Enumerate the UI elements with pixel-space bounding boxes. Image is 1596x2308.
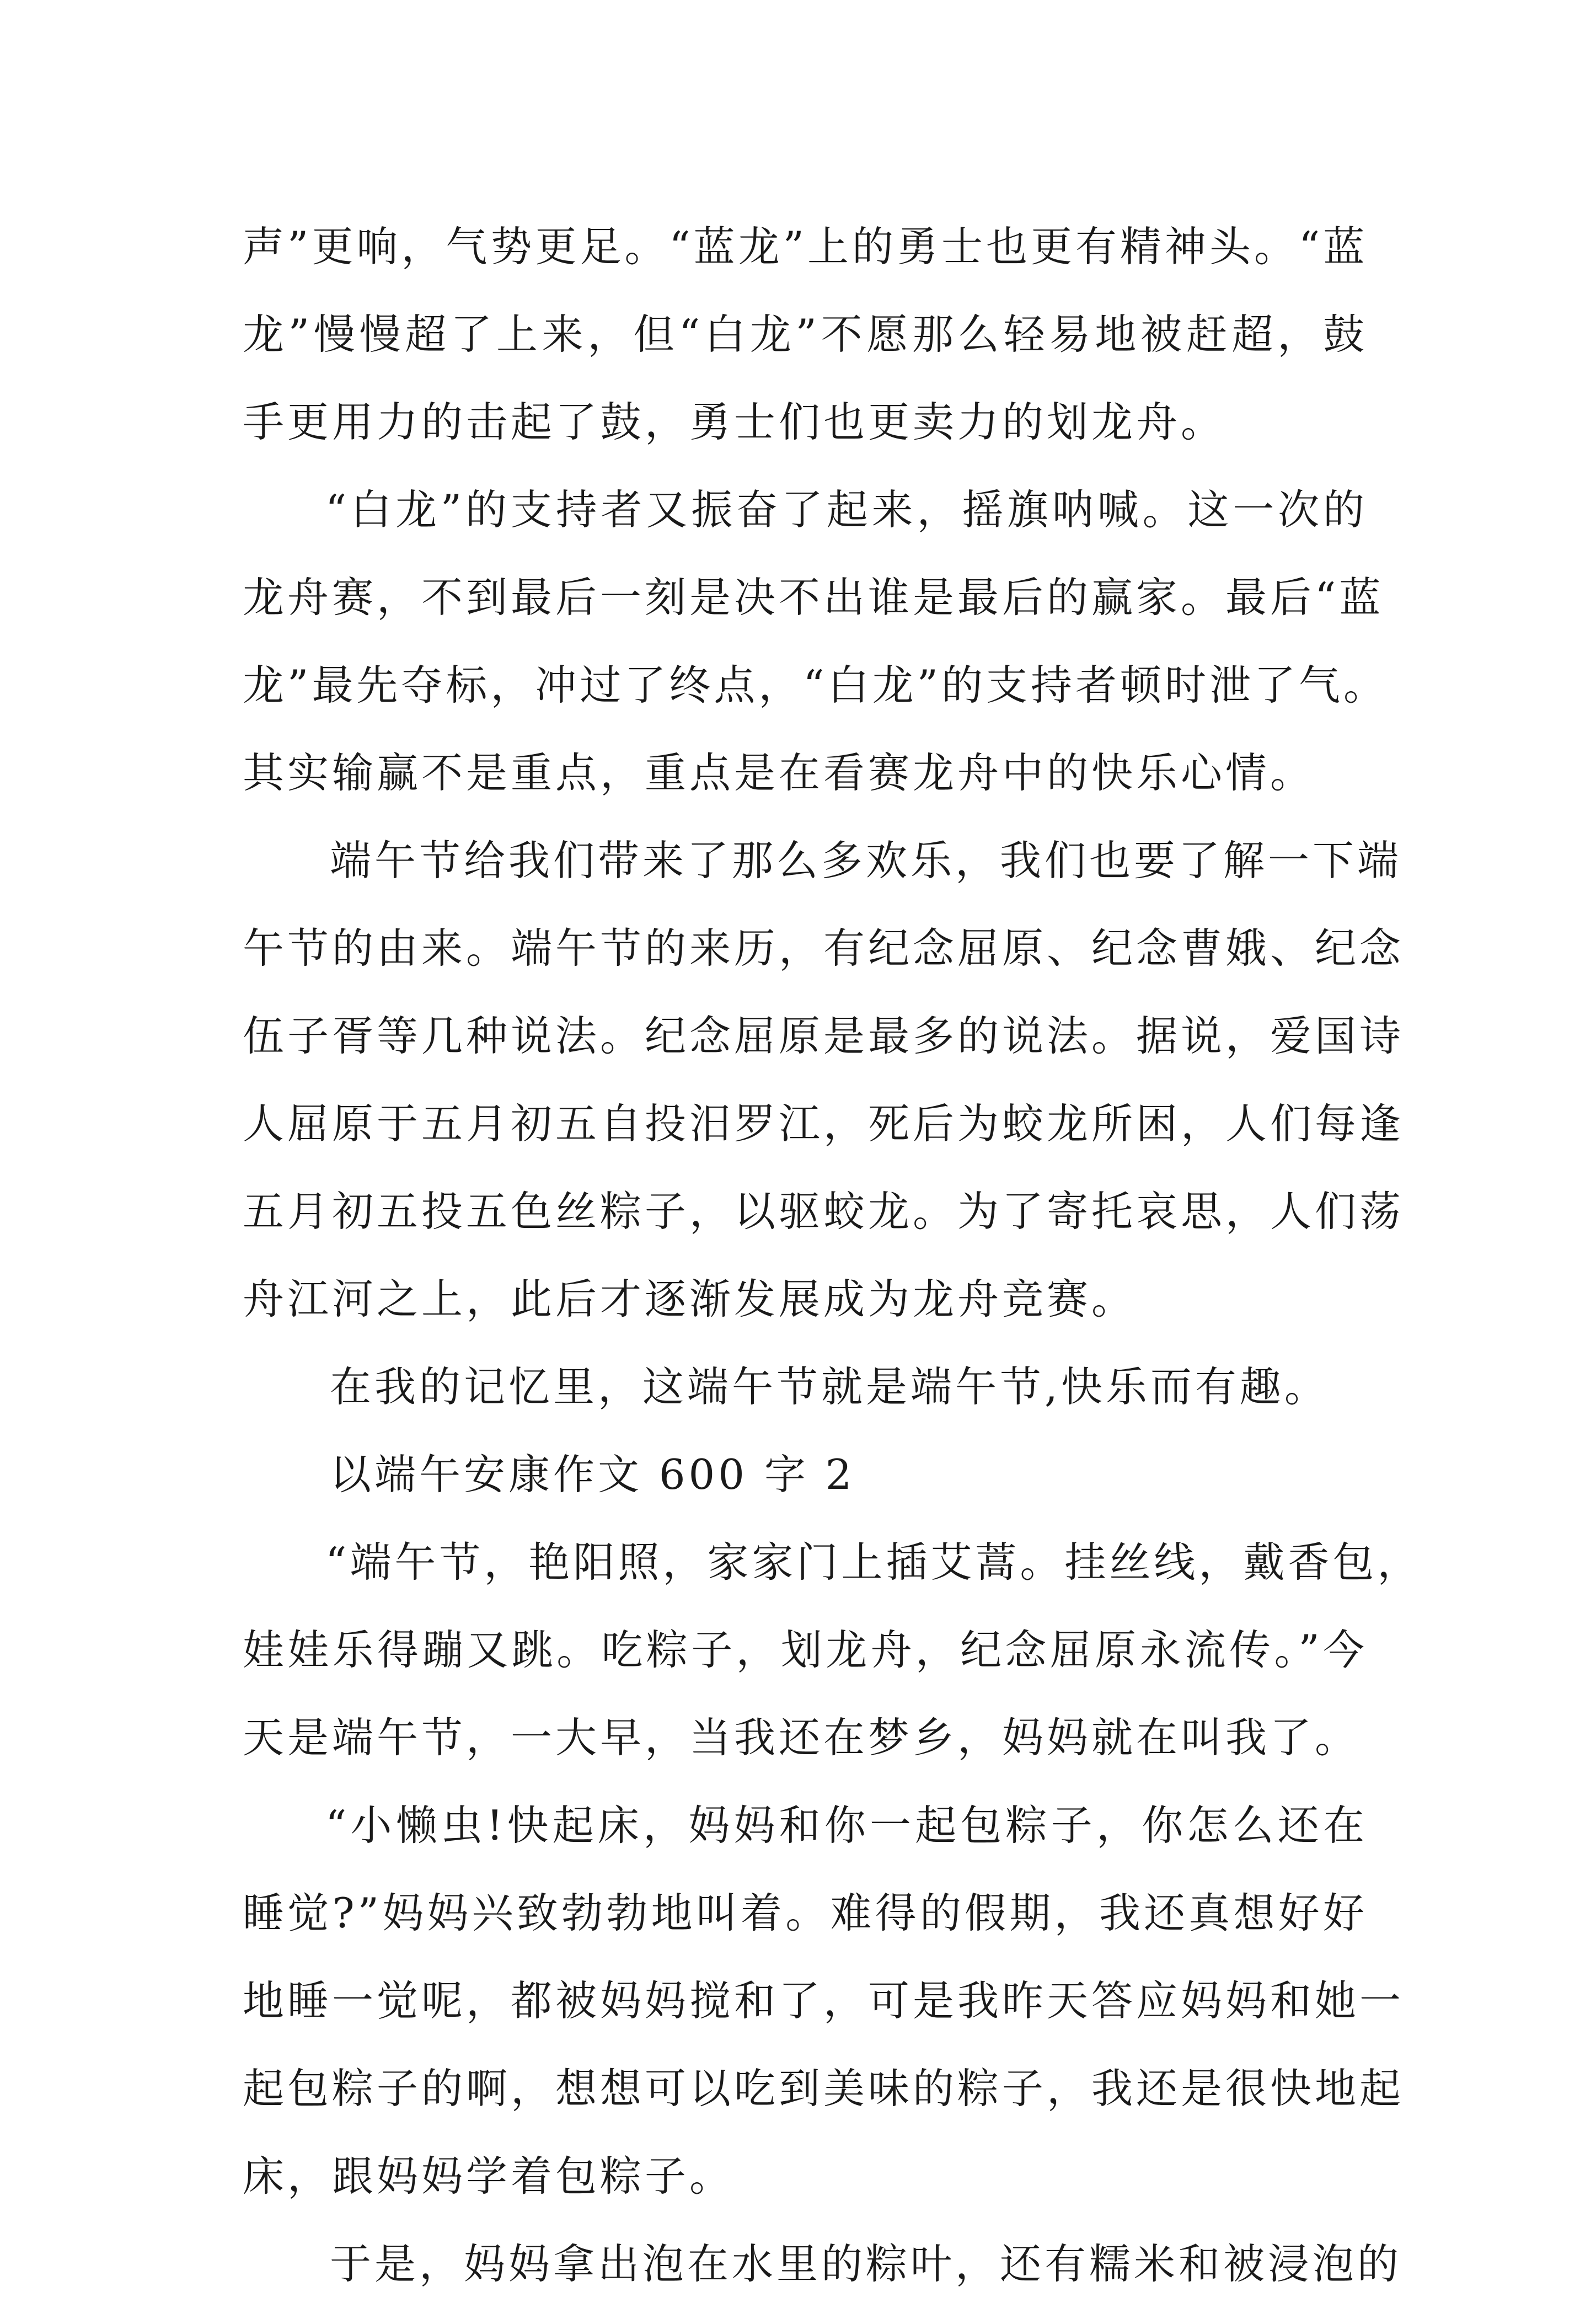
text-line: 五月初五投五色丝粽子，以驱蛟龙。为了寄托哀思，人们荡 xyxy=(243,1187,1405,1236)
section-heading: 以端午安康作文 600 字 2 xyxy=(330,1450,855,1499)
text-line: 其实输赢不是重点，重点是在看赛龙舟中的快乐心情。 xyxy=(243,749,1315,797)
document-body xyxy=(243,203,1422,2308)
text-line: 龙舟赛，不到最后一刻是决不出谁是最后的赢家。最后“蓝 xyxy=(243,573,1384,622)
text-line: 地睡一觉呢，都被妈妈搅和了，可是我昨天答应妈妈和她一 xyxy=(243,1976,1405,2025)
text-line: 端午节给我们带来了那么多欢乐，我们也要了解一下端 xyxy=(330,836,1402,885)
text-line: 在我的记忆里，这端午节就是端午节,快乐而有趣。 xyxy=(330,1363,1329,1411)
text-line: 龙”最先夺标，冲过了终点，“白龙”的支持者顿时泄了气。 xyxy=(243,661,1389,709)
text-line: 龙”慢慢超了上来，但“白龙”不愿那么轻易地被赶超，鼓 xyxy=(243,310,1368,359)
text-line: 舟江河之上，此后才逐渐发展成为龙舟竞赛。 xyxy=(243,1275,1137,1323)
text-line: 天是端午节，一大早，当我还在梦乡，妈妈就在叫我了。 xyxy=(243,1713,1360,1762)
text-line: 床，跟妈妈学着包粽子。 xyxy=(243,2152,735,2200)
text-line: 午节的由来。端午节的来历，有纪念屈原、纪念曹娥、纪念 xyxy=(243,924,1405,973)
text-line: 伍子胥等几种说法。纪念屈原是最多的说法。据说，爱国诗 xyxy=(243,1012,1405,1060)
text-line: 娃娃乐得蹦又跳。吃粽子，划龙舟，纪念屈原永流传。”今 xyxy=(243,1626,1368,1674)
text-line: 睡觉?”妈妈兴致勃勃地叫着。难得的假期，我还真想好好 xyxy=(243,1889,1368,1937)
text-line: 人屈原于五月初五自投汨罗江，死后为蛟龙所困，人们每逢 xyxy=(243,1099,1405,1148)
text-line: 于是，妈妈拿出泡在水里的粽叶，还有糯米和被浸泡的 xyxy=(330,2240,1402,2288)
text-line: 声”更响，气势更足。“蓝龙”上的勇士也更有精神头。“蓝 xyxy=(243,222,1368,271)
text-line: “白龙”的支持者又振奋了起来，摇旗呐喊。这一次的 xyxy=(325,485,1368,534)
text-line: “端午节，艳阳照，家家门上插艾蒿。挂丝线，戴香包， xyxy=(325,1538,1422,1586)
text-line: 手更用力的击起了鼓，勇士们也更卖力的划龙舟。 xyxy=(243,398,1226,446)
text-line: 起包粽子的啊，想想可以吃到美味的粽子，我还是很快地起 xyxy=(243,2064,1405,2113)
text-line: “小懒虫!快起床，妈妈和你一起包粽子，你怎么还在 xyxy=(325,1801,1368,1850)
